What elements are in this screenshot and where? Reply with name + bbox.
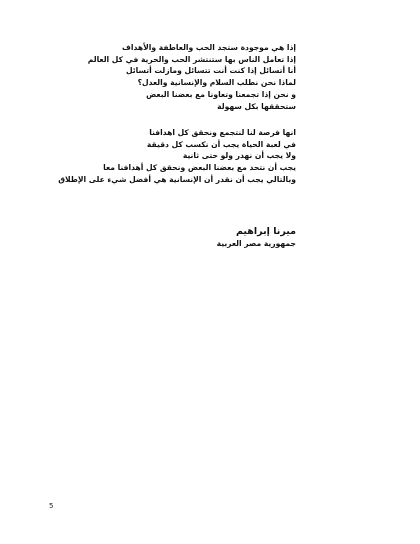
- poem-stanza-2: [58, 127, 296, 186]
- author-name: ميرنا إبراهيم: [235, 226, 296, 237]
- poem-line: إذا هي موجودة ستجد الحب والعاطفة والأهداف: [122, 43, 296, 52]
- poem-line: انها فرصة لنا لنتجمع ونحقق كل اهدافنا: [149, 128, 296, 137]
- author-country: جمهورية مصر العربية: [216, 239, 296, 248]
- poem-line: إذا تعامل الناس بها ستنتشر الحب والحرية في كل العالم: [87, 54, 296, 64]
- page-number: 5: [49, 502, 54, 510]
- poem-line: ولا يجب أن نهدر ولو حتى ثانية: [182, 151, 296, 161]
- poem-line: لماذا نحن نطلب السلام والإنسانية والعدل؟: [137, 78, 296, 88]
- poem-line: و نحن إذا تجمعنا وتعاونا مع بعضنا البعض: [146, 89, 296, 99]
- poem-line: يجب أن نتحد مع بعضنا البعض ونحقق كل أهدافنا معا: [103, 163, 296, 173]
- poem-stanza-1: [88, 42, 296, 112]
- poem-line: وبالتالي يجب أن نقدر أن الإنسانية هي أفضل شيء على الإطلاق: [58, 174, 296, 184]
- author-block: [217, 225, 296, 249]
- poem-line: ستحققها بكل سهولة: [217, 101, 296, 111]
- poem-line: أنا أتسائل إذا كنت أنت تتسائل ومازلت أتسائل: [126, 66, 296, 76]
- poem-line: في لعبة الحياة يجب أن نكسب كل دقيقة: [146, 139, 296, 149]
